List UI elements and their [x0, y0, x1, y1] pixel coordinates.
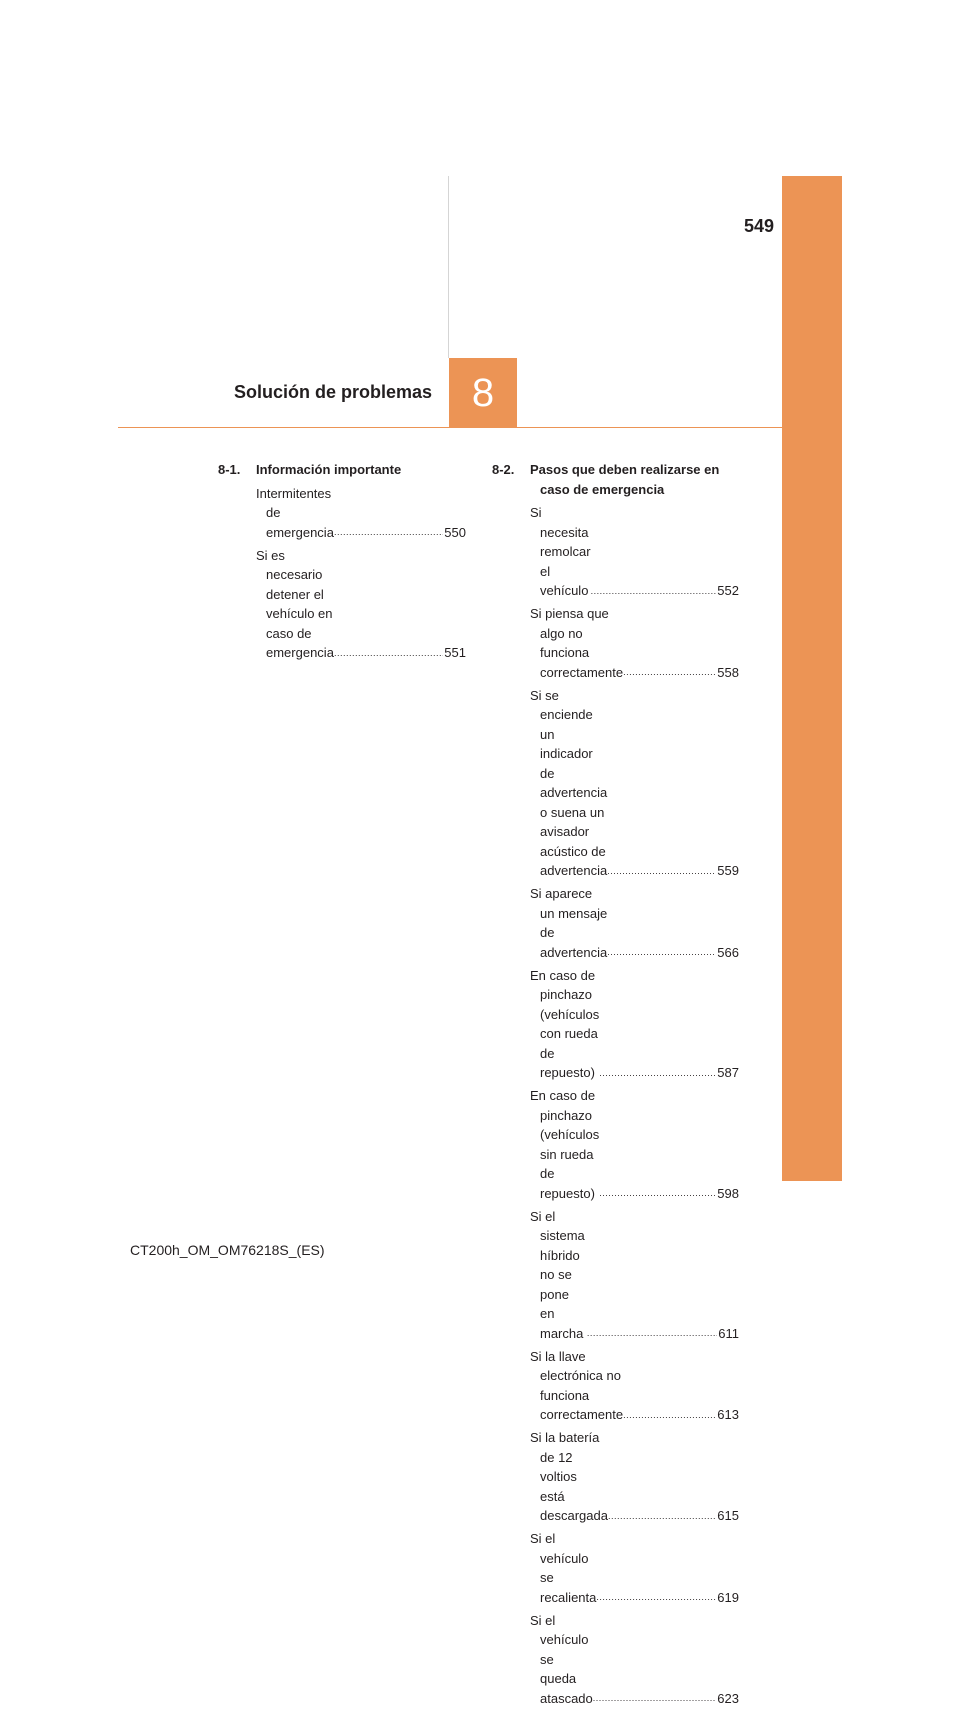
- section-title: Pasos que deben realizarse en caso de emergencia: [530, 462, 720, 497]
- section-heading: [492, 460, 739, 499]
- toc-entry[interactable]: [530, 604, 739, 682]
- section-number: 8-1.: [218, 462, 241, 477]
- toc-leader-dots: [623, 1406, 716, 1425]
- toc-entry-title: Si la batería de 12 voltios está descargada: [530, 1430, 608, 1523]
- header-rule: [118, 427, 782, 428]
- toc-leader-dots: [593, 1689, 717, 1708]
- toc-entry[interactable]: [530, 503, 739, 601]
- toc-entry-title: Si necesita remolcar el vehículo: [530, 505, 591, 598]
- toc-entry[interactable]: [530, 1347, 739, 1425]
- toc-entry[interactable]: [530, 966, 739, 1083]
- toc-entry-page: 611: [718, 1325, 739, 1341]
- toc-leader-dots: [599, 1064, 716, 1083]
- toc-entry-page: 598: [717, 1185, 739, 1201]
- toc-entry-page: 558: [717, 664, 739, 680]
- toc-entry[interactable]: [256, 484, 466, 543]
- toc-entry[interactable]: [256, 546, 466, 663]
- section-number: 8-2.: [492, 462, 515, 477]
- toc-entry[interactable]: [530, 1207, 739, 1344]
- toc-entry-page: 615: [717, 1508, 739, 1523]
- page-number: 549: [743, 216, 774, 236]
- toc-entries: [492, 503, 739, 1708]
- toc-entry-title: Si aparece un mensaje de advertencia: [530, 886, 608, 960]
- toc-leader-dots: [334, 523, 443, 542]
- chapter-number-badge: 8: [449, 358, 517, 428]
- section-title: Información importante: [256, 462, 402, 477]
- toc-entry-title: Si se enciende un indicador de advertencia o suena un avisador acústico de advertencia: [530, 687, 608, 878]
- toc-entry-title: Si el sistema híbrido no se pone en marcha: [530, 1208, 585, 1341]
- chapter-title: Solución de problemas: [233, 382, 432, 402]
- toc-entry-title: Si piensa que algo no funciona correctamente: [530, 606, 624, 680]
- toc-leader-dots: [599, 1184, 716, 1203]
- toc-leader-dots: [607, 862, 716, 881]
- toc-entry-page: 551: [444, 645, 466, 660]
- toc-entry[interactable]: [530, 1529, 739, 1607]
- section-heading: [218, 460, 466, 480]
- toc-entry[interactable]: [530, 884, 739, 962]
- toc-entry-title: Si la llave electrónica no funciona correctamente: [530, 1348, 624, 1422]
- toc-entry-page: 623: [717, 1690, 739, 1706]
- header-divider-vertical: [448, 176, 449, 358]
- toc-entry[interactable]: [530, 686, 739, 881]
- toc-leader-dots: [587, 1324, 717, 1343]
- toc-entry-page: 587: [717, 1065, 739, 1080]
- toc-entry-page: 566: [717, 944, 739, 960]
- toc-entry-title: En caso de pinchazo (vehículos con rueda de repuesto): [530, 967, 600, 1080]
- toc-leader-dots: [596, 1588, 716, 1607]
- toc-entry[interactable]: [530, 1611, 739, 1709]
- toc-section-8-2: [492, 460, 739, 1712]
- toc-entry-title: Si el vehículo se queda atascado: [530, 1612, 593, 1706]
- toc-leader-dots: [623, 663, 716, 682]
- toc-entry[interactable]: [530, 1086, 739, 1203]
- toc-entry-title: Si es necesario detener el vehículo en caso de emergencia: [256, 547, 334, 660]
- toc-entry-page: 559: [717, 863, 739, 878]
- toc-leader-dots: [591, 582, 717, 601]
- toc-entry-title: En caso de pinchazo (vehículos sin rueda de repuesto): [530, 1088, 600, 1201]
- toc-entries: [218, 484, 466, 663]
- toc-entry-title: Si el vehículo se recalienta: [530, 1531, 597, 1605]
- toc-entry-page: 619: [717, 1589, 739, 1605]
- toc-entry-page: 613: [717, 1407, 739, 1422]
- toc-entry[interactable]: [530, 1428, 739, 1526]
- toc-leader-dots: [607, 943, 716, 962]
- toc-entry-title: Intermitentes de emergencia: [256, 485, 334, 540]
- toc-section-8-1: [218, 460, 466, 666]
- toc-leader-dots: [334, 644, 443, 663]
- document-code: CT200h_OM_OM76218S_(ES): [130, 1242, 325, 1258]
- toc-entry-page: 550: [444, 524, 466, 540]
- toc-leader-dots: [608, 1507, 716, 1526]
- toc-entry-page: 552: [717, 583, 739, 598]
- chapter-side-tab: [782, 176, 842, 1181]
